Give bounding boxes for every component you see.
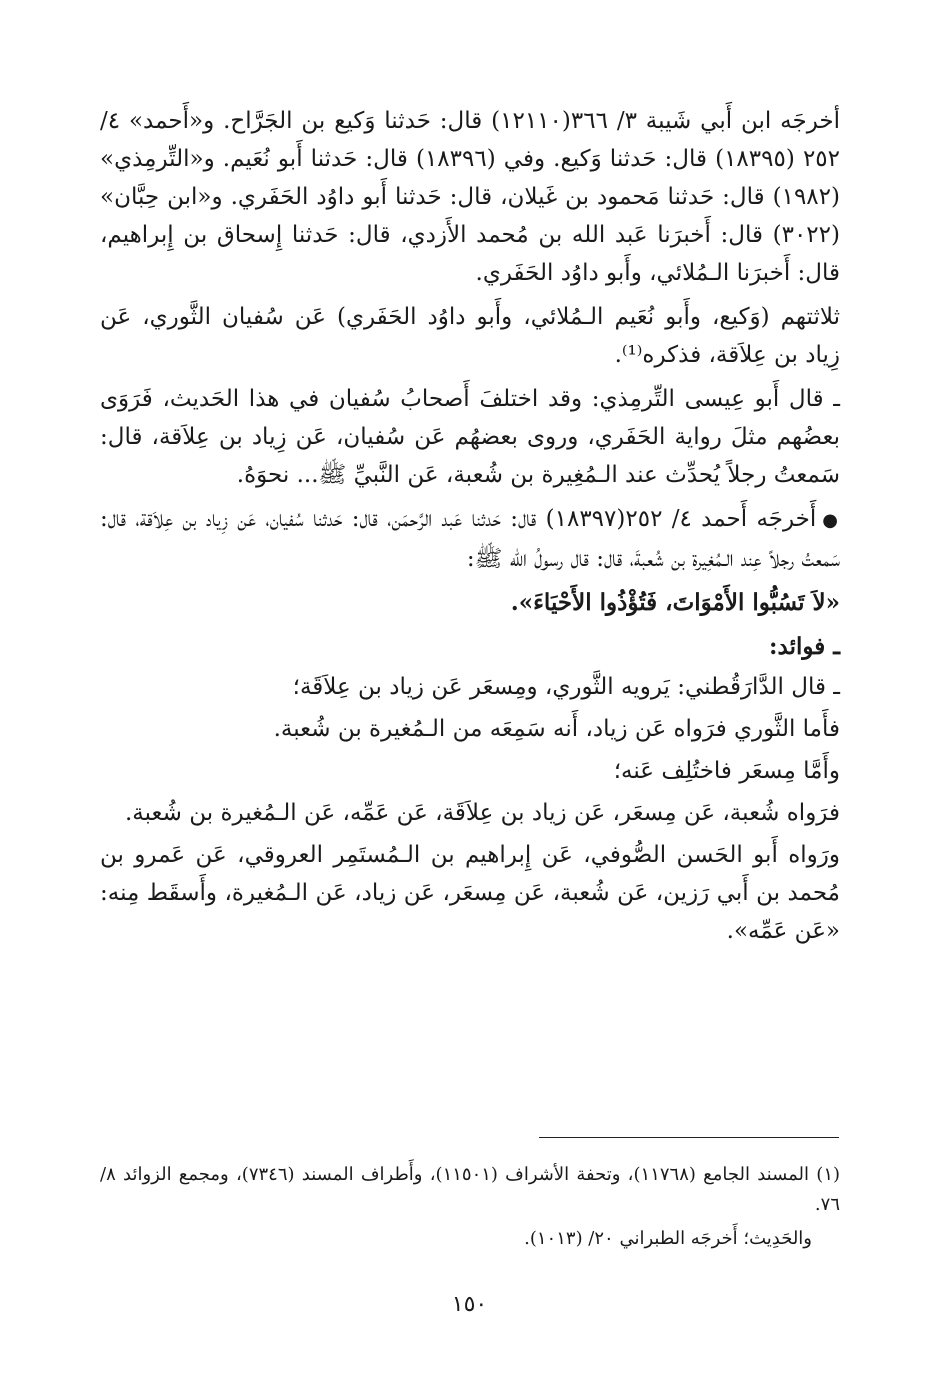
takhrij-paragraph-2: ثلاثتهم (وَكيع، وأَبو نُعَيم الـمُلائي، وأَبو داوُد الحَفَري) عَن سُفيان الثَّوري، عَن زِياد بن عِلاَقة، فذكره⁽¹⁾. — [100, 304, 840, 368]
tirmidhi-note-paragraph: ـ قال أَبو عِيسى التِّرمِذي: وقد اختلفَ أَصحابُ سُفيان في هذا الحَديث، فَرَوَى بعضُهم مثلَ رواية الحَفَري، وروى بعضهُم عَن سُفيان، عَن زِياد بن عِلاَقة، قال: سَمعتُ رجلاً يُحدِّث عند الـمُغِيرة بن شُعبة، عَن النَّبيِّ ﷺ... نحوَهُ. — [100, 386, 840, 488]
footnote-divider — [539, 1137, 839, 1138]
ahmad-narration-text: أَخرجَه أَحمد ٤/ ٢٥٢(١٨٣٩٧) قال: حَدثنا عَبد الرَّحمَن، قال: حَدثنا سُفيان، عَن زِياد بن عِلاَقة، قال: سَمعتُ رجلاً عِند الـمُغِيرة بن شُعبةَ، قال: قال رسولُ الله ﷺ: — [100, 506, 840, 572]
footnotes — [100, 1160, 840, 1258]
footnote-1-continuation: والحَدِيث؛ أَخرجَه الطبراني ٢٠/ (١٠١٣). — [524, 1228, 812, 1249]
ahmad-narration-paragraph — [100, 500, 840, 578]
benefit-line-2: فأَما الثَّوري فرَواه عَن زياد، أَنه سَمِعَه من الـمُغيرة بن شُعبة. — [273, 716, 840, 742]
benefits-heading: ـ فوائد: — [769, 633, 840, 660]
main-text — [100, 102, 840, 954]
footnote-1: (١) المسند الجامع (١١٧٦٨)، وتحفة الأشراف (١١٥٠١)، وأَطراف المسند (٧٣٤٦)، ومجمع الزوائد ٨/ ٧٦. — [100, 1164, 841, 1215]
benefit-line-3: وأَمَّا مِسعَر فاختُلِف عَنه؛ — [613, 758, 840, 784]
bullet-icon: ● — [822, 510, 840, 531]
benefit-line-1: ـ قال الدَّارَقُطني: يَرويه الثَّوري، ومِسعَر عَن زياد بن عِلاَقَة؛ — [292, 674, 840, 700]
takhrij-paragraph-1: أخرجَه ابن أَبي شَيبة ٣/ ٣٦٦(١٢١١٠) قال: حَدثنا وَكيع بن الجَرَّاح. و«أَحمد» ٤/ ٢٥٢ (١٨٣٩٥) قال: حَدثنا وَكيع. وفي (١٨٣٩٦) قال: حَدثنا أَبو نُعَيم. و«التِّرمِذي» (١٩٨٢) قال: حَدثنا مَحمود بن غَيلان، قال: حَدثنا أَبو داوُد الحَفَري. و«ابن حِبَّان» (٣٠٢٢) قال: أَخبرَنا عَبد الله بن مُحمد الأَزدي، قال: حَدثنا إِسحاق بن إِبراهيم، قال: أَخبرَنا الـمُلائي، وأَبو داوُد الحَفَري. — [100, 108, 840, 286]
page-number: ١٥٠ — [451, 1292, 488, 1317]
hadith-text: «لاَ تَسُبُّوا الأَمْوَاتَ، فَتُؤْذُوا الأَحْيَاءَ». — [510, 589, 840, 616]
benefit-line-4: فرَواه شُعبة، عَن مِسعَر، عَن زياد بن عِلاَقَة، عَن عَمِّه، عَن الـمُغيرة بن شُعبة. — [124, 800, 840, 826]
benefit-line-5: ورَواه أَبو الحَسن الصُّوفي، عَن إِبراهيم بن الـمُستَمِر العروقي، عَن عَمرو بن مُحمد بن أَبي رَزين، عَن شُعبة، عَن مِسعَر، عَن زياد، عَن الـمُغيرة، وأَسقَط مِنه: «عَن عَمِّه». — [100, 842, 840, 944]
